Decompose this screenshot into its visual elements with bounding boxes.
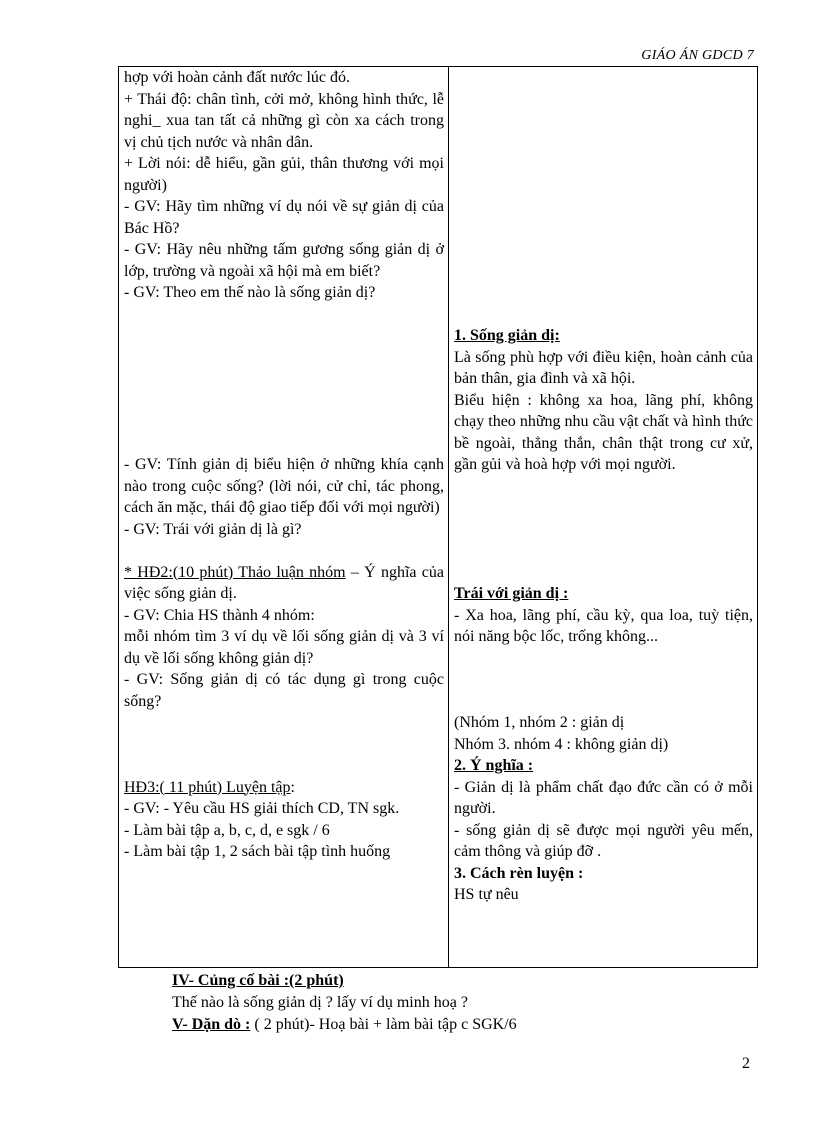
right-line: (Nhóm 1, nhóm 2 : giản dị	[454, 714, 625, 731]
right-line: Là sống phù hợp với điều kiện, hoàn cảnh của bản thân, gia đình và xã hội.	[454, 348, 753, 387]
hd3-colon: :	[290, 778, 295, 796]
left-line: + Thái độ: chân tình, cởi mở, không hình thức, lễ nghi_ xua tan tất cả những gì còn xa cách trong vị chủ tịch nước và nhân dân.	[124, 90, 444, 151]
left-line: - GV: Chia HS thành 4 nhóm:	[124, 606, 315, 624]
content-column	[449, 67, 758, 968]
right-text	[454, 67, 753, 906]
right-line: HS tự nêu	[454, 886, 519, 903]
left-line: + Lời nói: dễ hiểu, gần gủi, thân thương với mọi người)	[124, 155, 444, 194]
page-number: 2	[742, 1055, 750, 1072]
left-line: - Làm bài tập 1, 2 sách bài tập tình huống	[124, 843, 391, 860]
section-5-line	[172, 1014, 772, 1036]
lesson-table	[118, 66, 758, 968]
left-line: - GV: Tính giản dị biểu hiện ở những khía cạnh nào trong cuộc sống? (lời nói, cử chỉ, tác phong, cách ăn mặc, thái độ giao tiếp đối với mọi người)	[124, 456, 444, 516]
left-line	[124, 777, 444, 799]
left-line: - GV: Hãy tìm những ví dụ nói về sự giản dị của Bác Hồ?	[124, 198, 444, 237]
section-4-title: IV- Củng cố bài :(2 phút)	[172, 972, 344, 989]
left-line: - GV: Hãy nêu những tấm gương sống giản dị ở lớp, trường và ngoài xã hội mà em biết?	[124, 241, 444, 280]
left-line: - GV: Sống giản dị có tác dụng gì trong cuộc sống?	[124, 671, 444, 710]
opposite-title: Trái với giản dị :	[454, 585, 569, 602]
page-header	[118, 48, 758, 67]
left-line: - GV: Trái với giản dị là gì?	[124, 520, 302, 538]
left-line	[124, 562, 444, 605]
left-line: - Làm bài tập a, b, c, d, e sgk / 6	[124, 821, 330, 839]
right-line: - Xa hoa, lãng phí, cầu kỳ, qua loa, tuỳ tiện, nói năng bộc lốc, trống không...	[454, 606, 753, 645]
left-text	[124, 67, 444, 863]
lesson-footer	[172, 970, 772, 1036]
hd2-title: * HĐ2:(10 phút) Thảo luận nhóm	[124, 563, 346, 581]
section-3-title: 3. Cách rèn luyện :	[454, 864, 584, 882]
section-5-title: V- Dặn dò :	[172, 1016, 251, 1033]
right-line: Nhóm 3. nhóm 4 : không giản dị)	[454, 735, 669, 753]
header-title: GIÁO ÁN GDCD 7	[641, 48, 754, 63]
right-line: Biểu hiện : không xa hoa, lãng phí, không chạy theo những nhu cầu vật chất và hình thức bề ngoài, thẳng thắn, chân thật trong cư xử, gần gủi và hoà hợp với mọi người.	[454, 391, 753, 473]
section-4-text: Thế nào là sống giản dị ? lấy ví dụ minh hoạ ?	[172, 994, 468, 1011]
right-line: - Giản dị là phẩm chất đạo đức cần có ở mỗi người.	[454, 778, 753, 817]
teacher-activity-column	[119, 67, 449, 968]
right-line: - sống giản dị sẽ được mọi người yêu mến, cảm thông và giúp đỡ .	[454, 821, 753, 860]
section-2-title: 2. Ý nghĩa :	[454, 757, 534, 774]
hd3-title: HĐ3:( 11 phút) Luyện tập	[124, 778, 291, 796]
left-line: hợp với hoàn cảnh đất nước lúc đó.	[124, 69, 350, 86]
section-1-title: 1. Sống giản dị:	[454, 327, 560, 344]
hd2-subtitle: – Ý nghĩa của việc sống giản dị.	[124, 563, 445, 602]
section-5-text: ( 2 phút)- Hoạ bài + làm bài tập c SGK/6	[250, 1016, 517, 1033]
left-line: mỗi nhóm tìm 3 ví dụ về lối sống giản dị và 3 ví dụ về lối sống không giản dị?	[124, 628, 444, 667]
left-line: - GV: Theo em thế nào là sống giản dị?	[124, 284, 376, 301]
left-line: - GV: - Yêu cầu HS giải thích CD, TN sgk.	[124, 800, 400, 817]
